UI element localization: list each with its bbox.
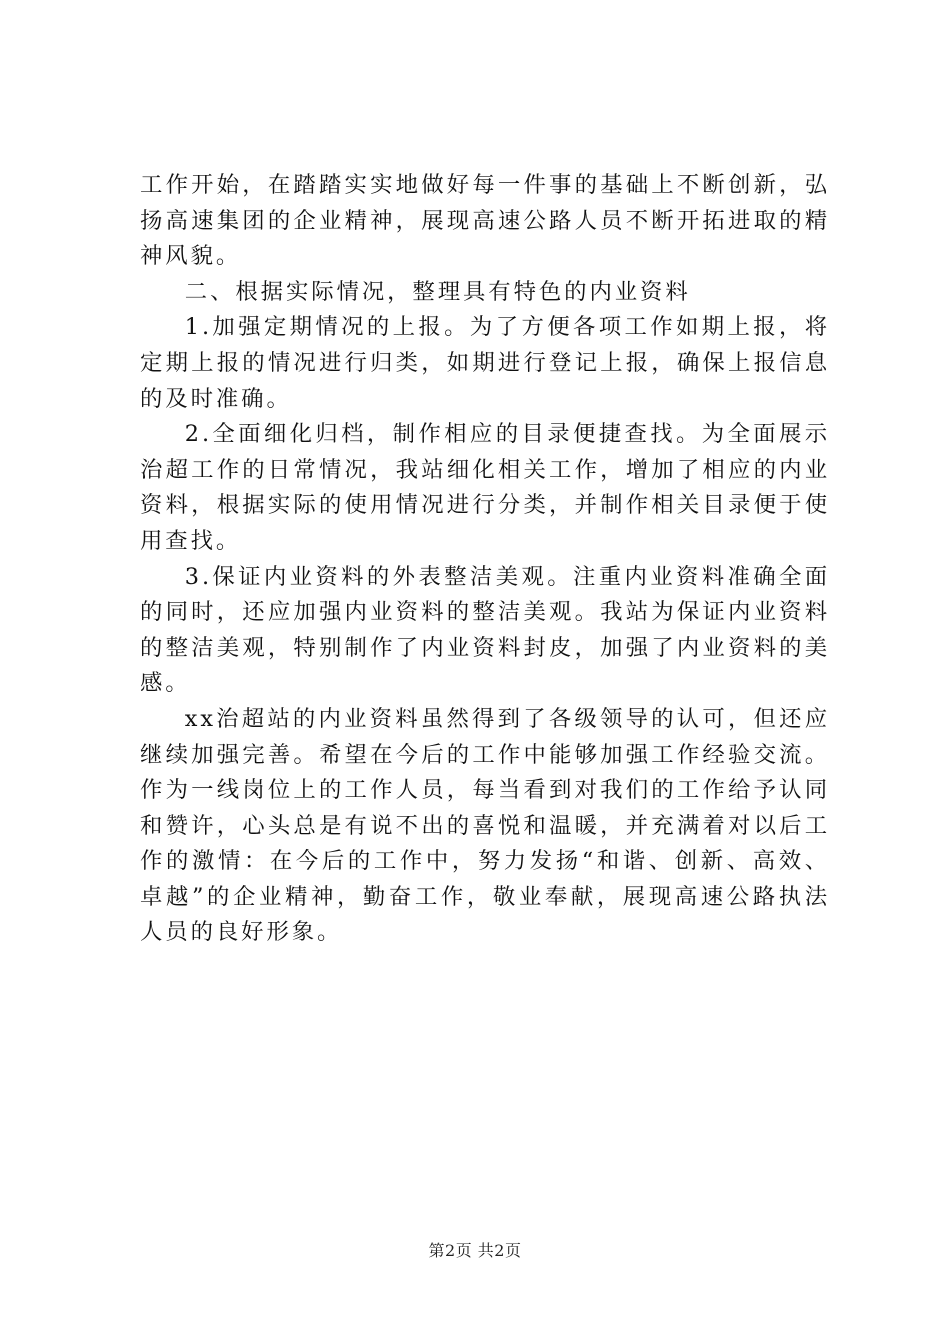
paragraph-item-3: 3.保证内业资料的外表整洁美观。注重内业资料准确全面的同时，还应加强内业资料的整洁美观。我站为保证内业资料的整洁美观，特别制作了内业资料封皮，加强了内业资料的美感。 — [140, 563, 830, 697]
paragraph-item-2: 2.全面细化归档，制作相应的目录便捷查找。为全面展示治超工作的日常情况，我站细化相关工作，增加了相应的内业资料，根据实际的使用情况进行分类，并制作相关目录便于使用查找。 — [140, 421, 830, 554]
document-body — [140, 168, 830, 951]
page-number-footer: 第2页 共2页 — [428, 1241, 522, 1260]
paragraph-continuation: 工作开始，在踏踏实实地做好每一件事的基础上不断创新，弘扬高速集团的企业精神，展现高速公路人员不断开拓进取的精神风貌。 — [140, 172, 830, 270]
paragraph-conclusion: xx治超站的内业资料虽然得到了各级领导的认可，但还应继续加强完善。希望在今后的工作中能够加强工作经验交流。作为一线岗位上的工作人员，每当看到对我们的工作给予认同和赞许，心头总是有说不出的喜悦和温暖，并充满着对以后工作的激情：在今后的工作中，努力发扬“和谐、创新、高效、卓越”的企业精神，勤奋工作，敬业奉献，展现高速公路执法人员的良好形象。 — [140, 705, 830, 946]
paragraph-item-1: 1.加强定期情况的上报。为了方便各项工作如期上报，将定期上报的情况进行归类，如期进行登记上报，确保上报信息的及时准确。 — [140, 314, 830, 412]
section-heading: 二、根据实际情况，整理具有特色的内业资料 — [184, 278, 691, 305]
